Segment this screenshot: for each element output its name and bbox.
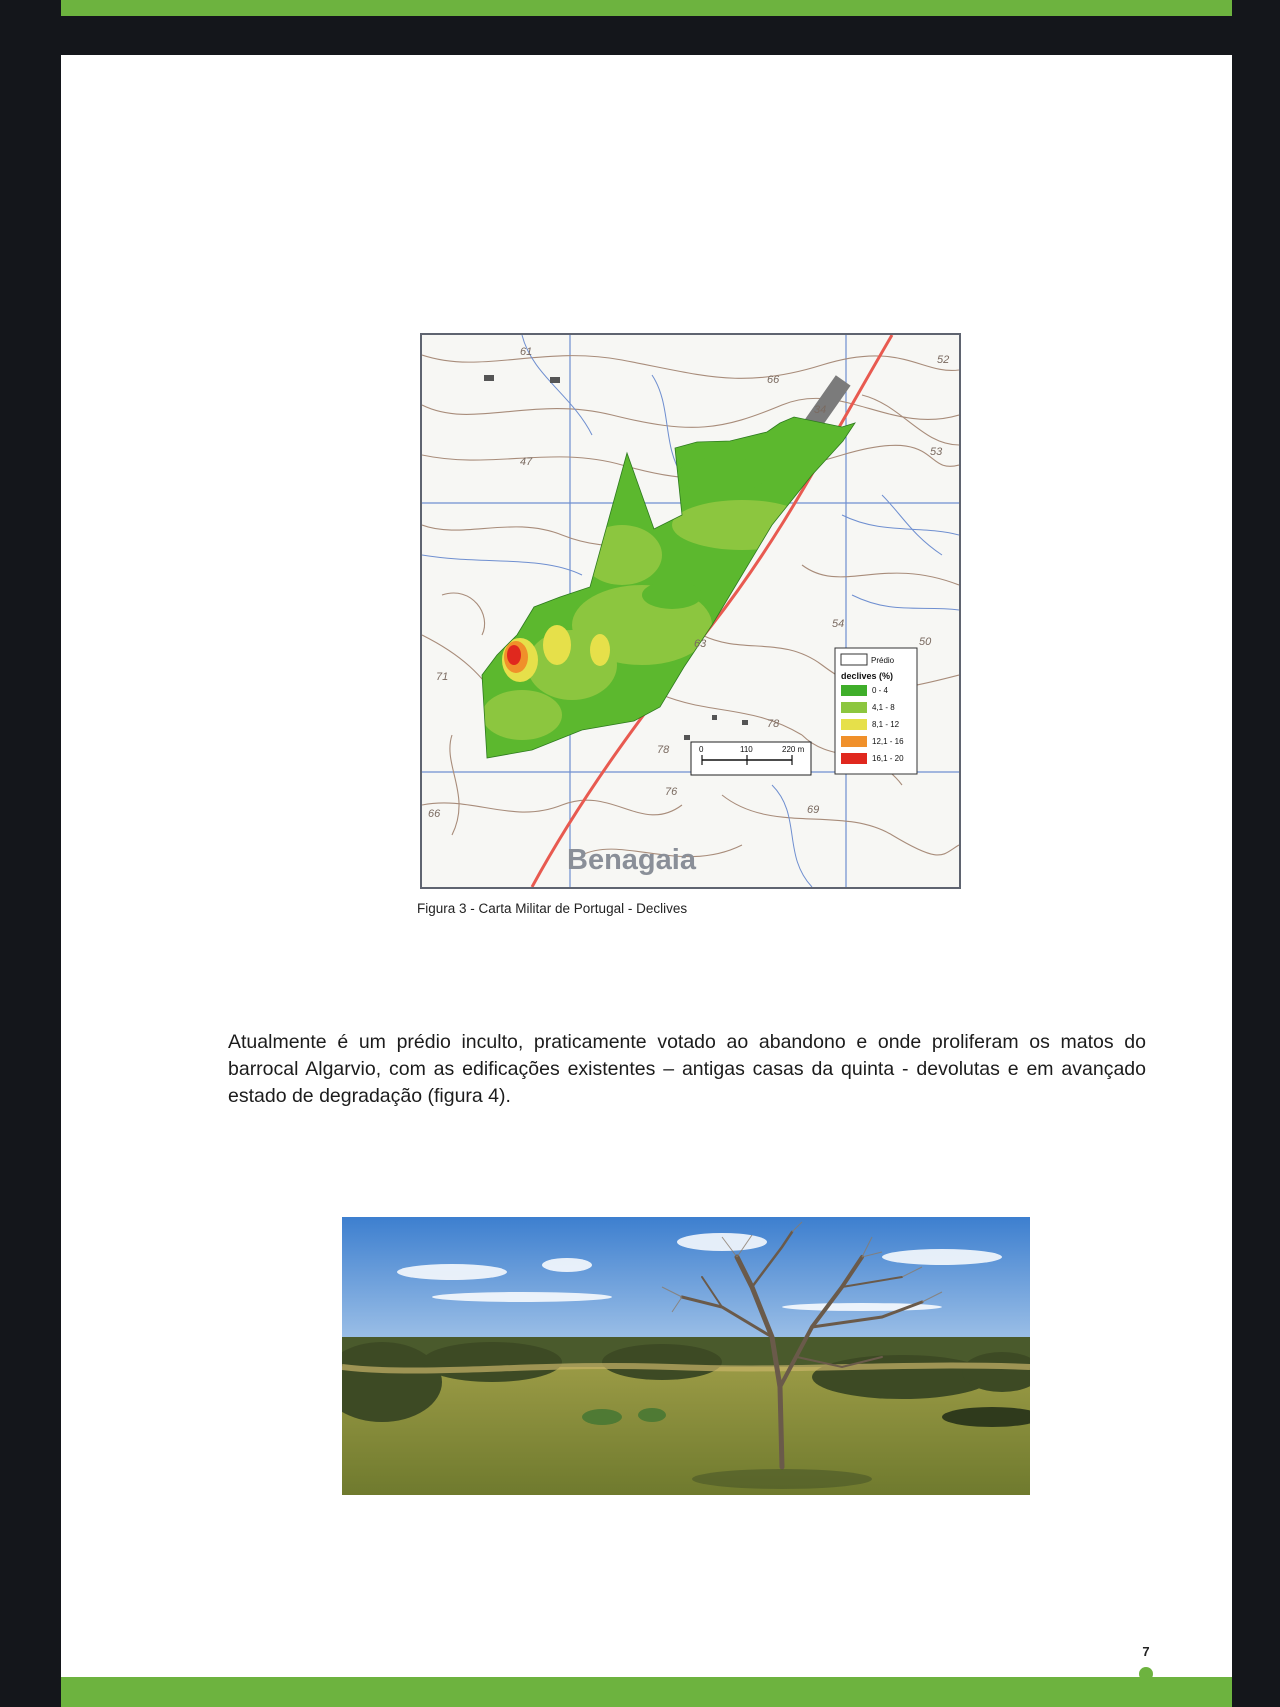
legend-label-3: 12,1 - 16 bbox=[872, 737, 904, 746]
legend-boundary-label: Prédio bbox=[871, 656, 895, 665]
legend-label-4: 16,1 - 20 bbox=[872, 754, 904, 763]
svg-text:110: 110 bbox=[740, 745, 753, 754]
svg-text:66: 66 bbox=[428, 808, 441, 820]
svg-text:71: 71 bbox=[436, 671, 449, 683]
legend-label-0: 0 - 4 bbox=[872, 686, 889, 695]
svg-text:69: 69 bbox=[807, 804, 820, 816]
svg-text:76: 76 bbox=[665, 786, 678, 798]
legend-swatch-4 bbox=[841, 753, 867, 764]
legend-title: declives (%) bbox=[841, 671, 894, 681]
legend-swatch-0 bbox=[841, 685, 867, 696]
legend-label-2: 8,1 - 12 bbox=[872, 720, 900, 729]
svg-text:66: 66 bbox=[767, 374, 780, 386]
figure-caption: Figura 3 - Carta Militar de Portugal - Declives bbox=[417, 901, 688, 916]
legend-swatch-1 bbox=[841, 702, 867, 713]
map-legend bbox=[835, 648, 917, 774]
scale-bar bbox=[691, 742, 811, 775]
svg-text:52: 52 bbox=[937, 354, 950, 366]
svg-text:78: 78 bbox=[767, 718, 780, 730]
landscape-photo bbox=[342, 1217, 1030, 1495]
svg-text:220 m: 220 m bbox=[782, 745, 805, 754]
top-accent-bar bbox=[61, 0, 1232, 16]
svg-text:47: 47 bbox=[520, 456, 533, 468]
svg-text:0: 0 bbox=[699, 745, 704, 754]
svg-text:50: 50 bbox=[919, 636, 932, 648]
svg-text:34: 34 bbox=[814, 404, 827, 416]
legend-boundary-swatch bbox=[841, 654, 867, 665]
svg-text:61: 61 bbox=[520, 346, 533, 358]
svg-text:53: 53 bbox=[930, 446, 943, 458]
slope-map-figure bbox=[420, 333, 961, 889]
legend-swatch-3 bbox=[841, 736, 867, 747]
bottom-accent-bar bbox=[61, 1677, 1232, 1707]
slope-polygon bbox=[422, 335, 959, 887]
legend-swatch-2 bbox=[841, 719, 867, 730]
svg-text:63: 63 bbox=[694, 638, 707, 650]
page-number: 7 bbox=[1142, 1644, 1150, 1659]
legend-label-1: 4,1 - 8 bbox=[872, 703, 895, 712]
svg-text:54: 54 bbox=[832, 618, 845, 630]
document-page bbox=[61, 55, 1232, 1707]
svg-text:78: 78 bbox=[657, 744, 670, 756]
body-paragraph: Atualmente é um prédio inculto, praticamente votado ao abandono e onde proliferam os matos do barrocal Algarvio, com as edificações existentes – antigas casas da quinta - devolutas e em avançado estado de degradação (figura 4). bbox=[228, 1031, 1146, 1107]
map-place-name: Benagaia bbox=[567, 844, 696, 876]
